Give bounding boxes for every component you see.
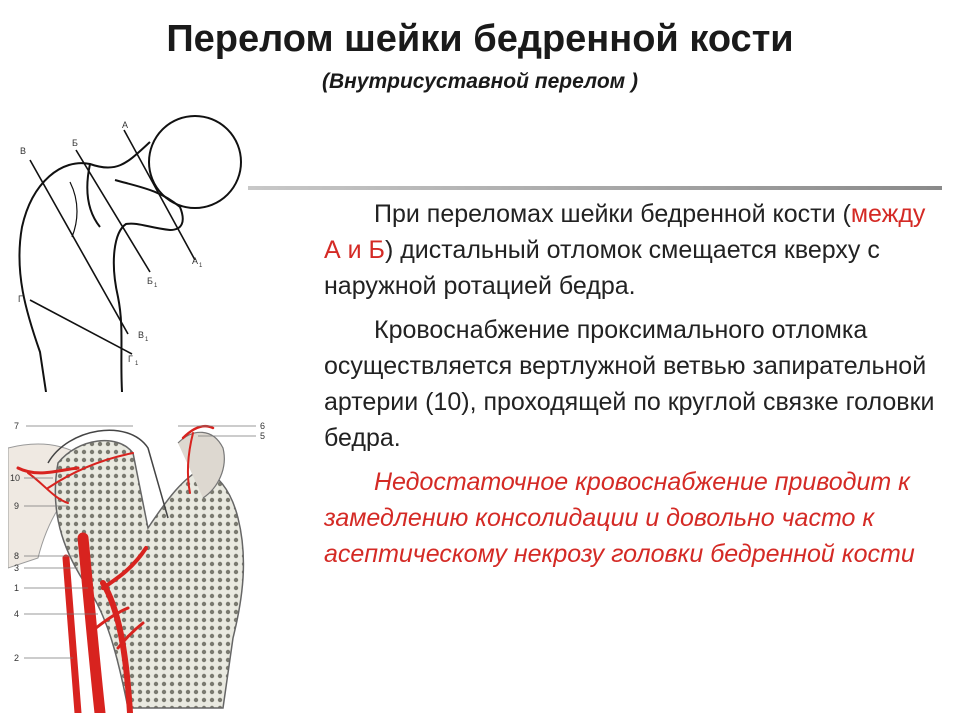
label-10: 10 [10,473,21,483]
fracture-line-a [124,130,195,260]
label-b: Б [72,138,78,148]
slide-subtitle: (Внутрисуставной перелом ) [321,70,639,93]
label-7: 7 [14,421,20,431]
fracture-line-g [30,300,132,354]
femur-outline [19,142,182,392]
label-9: 9 [14,501,20,511]
p1-highlight: между А и Б [324,200,926,264]
label-v1-sub: 1 [145,337,149,343]
p1-start: При переломах шейки бедренной кости ( [374,200,851,228]
label-g1: Г [128,354,133,364]
label-8: 8 [14,551,20,561]
paragraph-blood-supply: Кровоснабжение проксимального отломка осуществляется вертлужной ветвью запирательной артерии (10), проходящей по круглой связке головки бедра. [324,316,935,452]
label-a1: А [192,256,199,266]
label-a1-sub: 1 [199,263,203,269]
label-6: 6 [260,421,266,431]
paragraph-necrosis-warning: Недостаточное кровоснабжение приводит к замедлению консолидации и довольно часто к асептическому некрозу головки бедренной кости [324,468,915,568]
label-v: В [20,146,27,156]
label-v1: В [138,330,145,340]
label-b1-sub: 1 [154,283,158,289]
label-5: 5 [260,431,266,441]
paragraph-displacement [324,196,944,304]
divider-rule [248,186,942,190]
femoral-blood-supply-diagram [8,408,290,713]
label-2: 2 [14,653,20,663]
p1-end: ) дистальный отломок смещается кверху с наружной ротацией бедра. [324,236,880,300]
slide-body-text [324,196,944,580]
femoral-head-outline [149,116,241,208]
label-a: А [122,120,129,130]
fracture-line-b [76,150,150,272]
label-4: 4 [14,609,20,619]
slide-title: Перелом шейки бедренной кости [166,18,794,60]
femur-inner-line [70,182,77,237]
label-g: Г [18,294,23,304]
label-3: 3 [14,563,20,573]
label-1: 1 [14,583,20,593]
femoral-artery-branch [66,558,78,713]
label-b1: Б [147,276,153,286]
femur-fracture-lines-diagram [10,112,260,392]
label-g1-sub: 1 [135,361,139,367]
